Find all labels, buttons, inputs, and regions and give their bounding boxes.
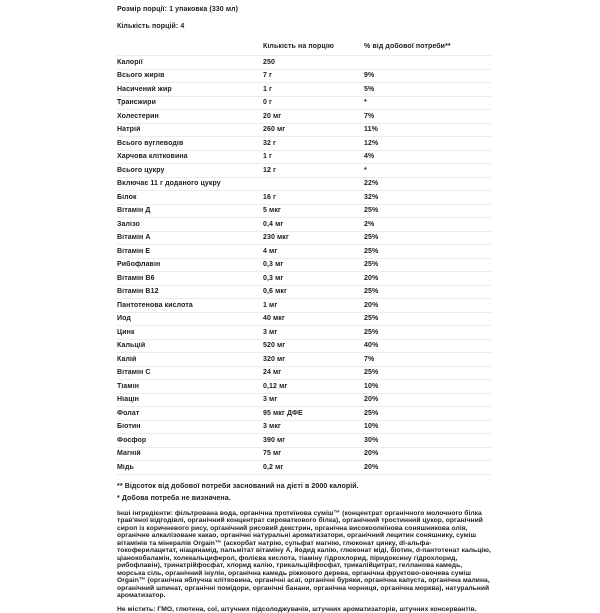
cell-amount: 3 мг bbox=[263, 396, 364, 403]
cell-daily-value: 25% bbox=[364, 207, 491, 214]
cell-amount: 1 мг bbox=[263, 302, 364, 309]
table-row bbox=[117, 191, 491, 205]
cell-amount: 230 мкг bbox=[263, 234, 364, 241]
cell-amount: 0,6 мкг bbox=[263, 288, 364, 295]
cell-nutrient: Холестерин bbox=[117, 113, 263, 120]
table-row bbox=[117, 380, 491, 394]
cell-nutrient: Вітамін Д bbox=[117, 207, 263, 214]
cell-nutrient: Вітамін B12 bbox=[117, 288, 263, 295]
cell-amount: 24 мг bbox=[263, 369, 364, 376]
cell-nutrient: Тіамін bbox=[117, 383, 263, 390]
cell-daily-value: 25% bbox=[364, 410, 491, 417]
cell-nutrient: Цинк bbox=[117, 329, 263, 336]
table-row bbox=[117, 110, 491, 124]
cell-daily-value: 22% bbox=[364, 180, 491, 187]
cell-nutrient: Мідь bbox=[117, 464, 263, 471]
cell-amount: 0,4 мг bbox=[263, 221, 364, 228]
ingredients-paragraph bbox=[117, 510, 491, 600]
cell-nutrient: Калій bbox=[117, 356, 263, 363]
table-row bbox=[117, 56, 491, 70]
table-row bbox=[117, 178, 491, 192]
cell-amount: 20 мг bbox=[263, 113, 364, 120]
table-header bbox=[117, 39, 491, 56]
cell-nutrient: Йод bbox=[117, 315, 263, 322]
cell-nutrient: Насичений жир bbox=[117, 86, 263, 93]
table-row bbox=[117, 245, 491, 259]
nutrition-facts-panel bbox=[117, 5, 491, 613]
cell-daily-value: 25% bbox=[364, 248, 491, 255]
cell-nutrient: Фосфор bbox=[117, 437, 263, 444]
table-row bbox=[117, 340, 491, 354]
cell-amount: 3 мкг bbox=[263, 423, 364, 430]
table-row bbox=[117, 70, 491, 84]
cell-nutrient: Біотин bbox=[117, 423, 263, 430]
table-row bbox=[117, 353, 491, 367]
free-from-paragraph bbox=[117, 606, 491, 613]
cell-nutrient: Всього вуглеводів bbox=[117, 140, 263, 147]
header-spacer bbox=[117, 43, 263, 50]
cell-daily-value: 25% bbox=[364, 315, 491, 322]
cell-daily-value: 10% bbox=[364, 423, 491, 430]
cell-nutrient: Включає 11 г доданого цукру bbox=[117, 180, 263, 187]
cell-nutrient: Калорії bbox=[117, 59, 263, 66]
table-row bbox=[117, 218, 491, 232]
cell-daily-value: 12% bbox=[364, 140, 491, 147]
cell-daily-value: 2% bbox=[364, 221, 491, 228]
cell-daily-value: 20% bbox=[364, 450, 491, 457]
cell-daily-value: 20% bbox=[364, 275, 491, 282]
table-row bbox=[117, 461, 491, 475]
cell-amount: 1 г bbox=[263, 153, 364, 160]
cell-nutrient: Вітамін А bbox=[117, 234, 263, 241]
table-row bbox=[117, 407, 491, 421]
cell-amount: 250 bbox=[263, 59, 364, 66]
cell-nutrient: Харчова клітковина bbox=[117, 153, 263, 160]
cell-nutrient: Вітамін Е bbox=[117, 248, 263, 255]
cell-nutrient: Рибофлавін bbox=[117, 261, 263, 268]
nutrition-table-body bbox=[117, 56, 491, 475]
table-row bbox=[117, 313, 491, 327]
cell-daily-value: 25% bbox=[364, 369, 491, 376]
cell-daily-value: 20% bbox=[364, 302, 491, 309]
header-daily-value: % від добової потреби** bbox=[364, 43, 491, 50]
table-row bbox=[117, 326, 491, 340]
cell-amount: 95 мкг ДФЕ bbox=[263, 410, 364, 417]
cell-amount: 260 мг bbox=[263, 126, 364, 133]
table-row bbox=[117, 259, 491, 273]
cell-daily-value: 20% bbox=[364, 464, 491, 471]
cell-amount: 75 мг bbox=[263, 450, 364, 457]
cell-daily-value: 5% bbox=[364, 86, 491, 93]
cell-amount: 1 г bbox=[263, 86, 364, 93]
table-row bbox=[117, 164, 491, 178]
cell-daily-value: 4% bbox=[364, 153, 491, 160]
cell-daily-value: 7% bbox=[364, 356, 491, 363]
table-row bbox=[117, 299, 491, 313]
cell-daily-value: 30% bbox=[364, 437, 491, 444]
ingredients-text: фільтрована вода, органічна протеїнова суміш™ (концентрат органічного молочного білка трав'яної відгодівлі, органічний концентрат сироваткового білка), органічний тростинний цукор, органічний сироп із коричневого рису, органічний рисовий декстрин, органічна високоолеїнова соняшникова олія, органічне алкалізоване какао, органічні натуральні ароматизатори, органічний лецитин соняшнику, суміш вітамінів та мінералів Orgain™ (аскорбат натрію, сульфат магнію, глюконат цинку, dl-альфа-токоферилацетат, ніацинамід, пальмітат вітаміну А, йодид калію, глюконат міді, біотин, d-пантотенат кальцію, ціанокобаламін, холекальциферол, фолієва кислота, тіаміну гідрохлорид, піридоксину гідрохлорид, рибофлавін), тринатрійфосфат, хлорид калію, трикальційфосфат, трикалійцитрат, гелланова камедь, морська сіль, органічний інулін, органічна камедь ріжкового дерева, органічна фруктово-овочева суміш Orgain™ (органічна яблучна клітковина, органічні асаї, органічні буряки, органічна капуста, органічна малина, органічний шпинат, органічні помідори, органічні банани, органічна чорниця, органічна морква), натуральний ароматизатор. bbox=[117, 510, 491, 600]
cell-nutrient: Ніацін bbox=[117, 396, 263, 403]
cell-daily-value: 25% bbox=[364, 288, 491, 295]
cell-amount: 520 мг bbox=[263, 342, 364, 349]
cell-amount: 5 мкг bbox=[263, 207, 364, 214]
table-row bbox=[117, 434, 491, 448]
cell-nutrient: Трансжири bbox=[117, 99, 263, 106]
table-row bbox=[117, 421, 491, 435]
footnote-not-established: * Добова потреба не визначена. bbox=[117, 495, 491, 503]
table-row bbox=[117, 97, 491, 111]
cell-amount: 0,3 мг bbox=[263, 275, 364, 282]
cell-amount: 12 г bbox=[263, 167, 364, 174]
table-row bbox=[117, 124, 491, 138]
cell-daily-value: 20% bbox=[364, 396, 491, 403]
cell-nutrient: Магній bbox=[117, 450, 263, 457]
table-row bbox=[117, 448, 491, 462]
cell-daily-value: 25% bbox=[364, 234, 491, 241]
table-row bbox=[117, 286, 491, 300]
cell-daily-value: 40% bbox=[364, 342, 491, 349]
table-row bbox=[117, 137, 491, 151]
footnote-daily-value: ** Відсоток від добової потреби заснований на дієті в 2000 калорій. bbox=[117, 483, 491, 491]
cell-daily-value: * bbox=[364, 99, 491, 106]
cell-nutrient: Кальцій bbox=[117, 342, 263, 349]
table-row bbox=[117, 205, 491, 219]
cell-nutrient: Фолат bbox=[117, 410, 263, 417]
table-row bbox=[117, 394, 491, 408]
cell-nutrient: Всього цукру bbox=[117, 167, 263, 174]
cell-nutrient: Пантотенова кислота bbox=[117, 302, 263, 309]
table-row bbox=[117, 83, 491, 97]
cell-amount: 390 мг bbox=[263, 437, 364, 444]
cell-daily-value: 9% bbox=[364, 72, 491, 79]
cell-nutrient: Натрій bbox=[117, 126, 263, 133]
cell-nutrient: Всього жирів bbox=[117, 72, 263, 79]
cell-nutrient: Залізо bbox=[117, 221, 263, 228]
cell-amount: 16 г bbox=[263, 194, 364, 201]
cell-amount: 40 мкг bbox=[263, 315, 364, 322]
cell-nutrient: Вітамін С bbox=[117, 369, 263, 376]
cell-nutrient: Вітамін B6 bbox=[117, 275, 263, 282]
cell-daily-value: 7% bbox=[364, 113, 491, 120]
cell-amount: 0,12 мг bbox=[263, 383, 364, 390]
serving-size: Розмір порції: 1 упаковка (330 мл) bbox=[117, 5, 491, 22]
cell-daily-value: 11% bbox=[364, 126, 491, 133]
cell-amount: 0,3 мг bbox=[263, 261, 364, 268]
free-from-text: ГМО, глютена, сої, штучних підсолоджувачів, штучних ароматизаторів, штучних консервантів. bbox=[155, 606, 476, 613]
ingredients-label: Інші інгредієнти: bbox=[117, 510, 173, 517]
table-row bbox=[117, 367, 491, 381]
cell-daily-value: * bbox=[364, 167, 491, 174]
cell-amount: 7 г bbox=[263, 72, 364, 79]
table-row bbox=[117, 272, 491, 286]
cell-amount: 3 мг bbox=[263, 329, 364, 336]
cell-daily-value: 25% bbox=[364, 329, 491, 336]
cell-daily-value: 25% bbox=[364, 261, 491, 268]
table-row bbox=[117, 232, 491, 246]
servings-count: Кількість порцій: 4 bbox=[117, 22, 491, 39]
cell-amount: 32 г bbox=[263, 140, 364, 147]
cell-amount: 0,2 мг bbox=[263, 464, 364, 471]
cell-daily-value: 32% bbox=[364, 194, 491, 201]
cell-amount: 0 г bbox=[263, 99, 364, 106]
header-amount-per-serving: Кількість на порцію bbox=[263, 43, 364, 50]
cell-amount: 320 мг bbox=[263, 356, 364, 363]
table-row bbox=[117, 151, 491, 165]
free-from-label: Не містить: bbox=[117, 606, 155, 613]
cell-daily-value: 10% bbox=[364, 383, 491, 390]
cell-amount: 4 мг bbox=[263, 248, 364, 255]
cell-nutrient: Білок bbox=[117, 194, 263, 201]
